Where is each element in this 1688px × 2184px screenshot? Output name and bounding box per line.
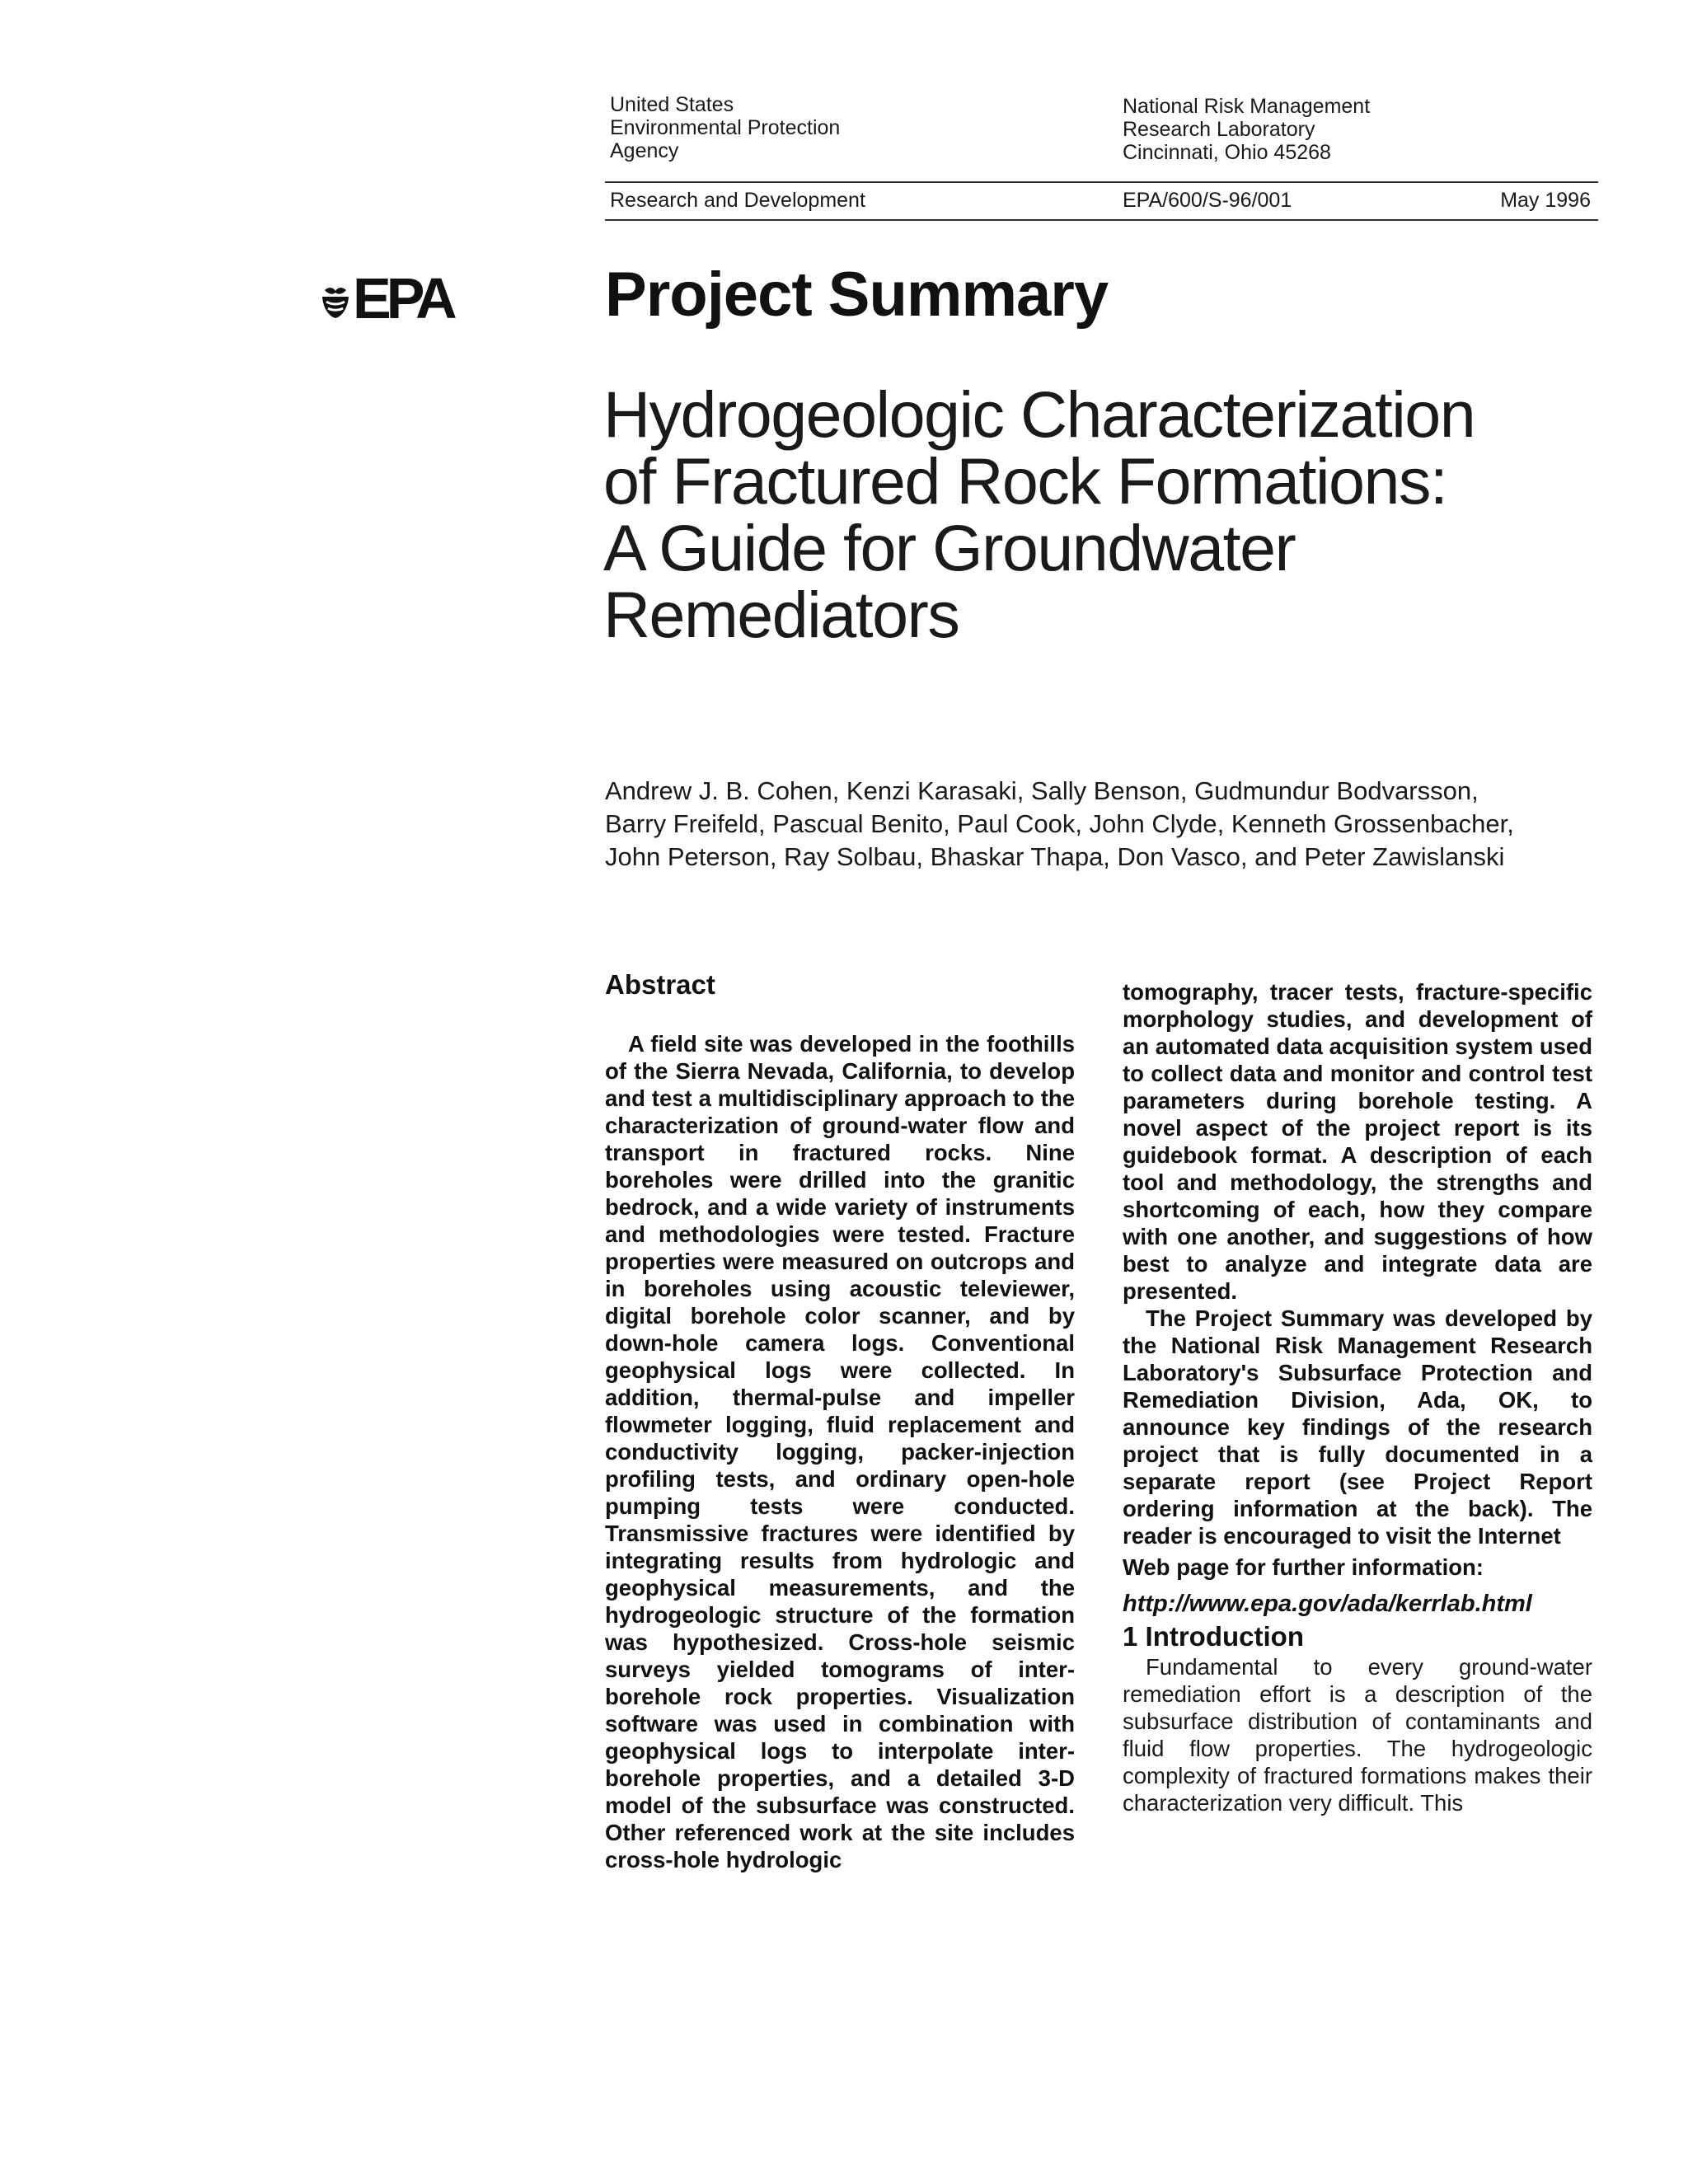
epa-logo bbox=[320, 265, 485, 323]
document-title bbox=[603, 377, 1551, 651]
introduction-paragraph: Fundamental to every ground-water remediation effort is a description of the subsurface distribution of contaminants and fluid flow properties. The hydrogeologic complexity of fractured formations makes their characterization very difficult. This bbox=[1123, 1654, 1592, 1816]
abstract-paragraph-1-continued: tomography, tracer tests, fracture-specific morphology studies, and development of an automated data acquisition system used to collect data and monitor and control test parameters during borehole testing. A novel aspect of the project report is its guidebook format. A description of each tool and methodology, the strengths and shortcoming of each, how they compare with one another, and suggestions of how best to analyze and integrate data are presented. bbox=[1123, 979, 1593, 1304]
author-line: Barry Freifeld, Pascual Benito, Paul Cook, John Clyde, Kenneth Grossenbacher, bbox=[605, 809, 1514, 838]
report-number: EPA/600/S-96/001 bbox=[1123, 189, 1292, 212]
title-line: of Fractured Rock Formations: bbox=[603, 444, 1447, 518]
abstract-paragraph-2: The Project Summary was developed by the National Risk Management Research Laboratory's Subsurface Protection and Remediation Division, Ada, OK, to announce key findings of the research project that is fully documented in a separate report (see Project Report ordering information at the back). The reader is encouraged to visit the Internet bbox=[1123, 1305, 1592, 1549]
author-line: Andrew J. B. Cohen, Kenzi Karasaki, Sally Benson, Gudmundur Bodvarsson, bbox=[605, 776, 1479, 805]
project-summary-label: Project Summary bbox=[605, 260, 1109, 330]
abstract-paragraph-1: A field site was developed in the foothills of the Sierra Nevada, California, to develop and test a multidisciplinary approach to the characterization of ground-water flow and transport in fractured rocks. Nine boreholes were drilled into the granitic bedrock, and a wide variety of instruments and methodologies were tested. Fracture properties were measured on outcrops and in boreholes using acoustic televiewer, digital borehole color scanner, and by down-hole camera logs. Conventional geophysical logs were collected. In addition, thermal-pulse and impeller flowmeter logging, fluid replacement and conductivity logging, packer-injection profiling tests, and ordinary open-hole pumping tests were conducted. Transmissive fractures were identified by integrating results from hydrologic and geophysical measurements, and the hydrogeologic structure of the formation was hypothesized. Cross-hole seismic surveys yielded tomograms of inter-borehole rock properties. Visualization software was used in combination with geophysical logs to interpolate inter-borehole properties, and a detailed 3-D model of the subsurface was constructed. Other referenced work at the site includes cross-hole hydrologic bbox=[605, 1031, 1075, 1872]
author-line: John Peterson, Ray Solbau, Bhaskar Thapa, Don Vasco, and Peter Zawislanski bbox=[605, 842, 1505, 871]
title-line: Remediators bbox=[603, 578, 959, 651]
lab-line: Cincinnati, Ohio 45268 bbox=[1123, 141, 1331, 164]
agency-line: United States bbox=[610, 93, 734, 116]
header-info-row bbox=[610, 189, 1591, 215]
author-list bbox=[605, 775, 1602, 874]
abstract-column-left bbox=[605, 1030, 1075, 1873]
kerrlab-url-link[interactable]: http://www.epa.gov/ada/kerrlab.html bbox=[1123, 1591, 1532, 1617]
introduction-heading: 1 Introduction bbox=[1123, 1621, 1304, 1652]
epa-flower-icon bbox=[322, 288, 349, 318]
title-line: Hydrogeologic Characterization bbox=[603, 377, 1475, 451]
agency-line: Agency bbox=[610, 139, 679, 162]
title-line: A Guide for Groundwater bbox=[603, 511, 1296, 584]
lab-address bbox=[1123, 95, 1370, 164]
abstract-column-right bbox=[1123, 978, 1592, 1816]
header-rule-bottom bbox=[605, 219, 1598, 221]
lab-line: National Risk Management bbox=[1123, 95, 1371, 118]
division-label: Research and Development bbox=[610, 189, 865, 212]
web-page-note: Web page for further information: bbox=[1123, 1554, 1484, 1580]
agency-name bbox=[610, 93, 840, 162]
header-rule-top bbox=[605, 181, 1598, 183]
publication-date: May 1996 bbox=[1500, 189, 1591, 212]
agency-line: Environmental Protection bbox=[610, 116, 841, 139]
lab-line: Research Laboratory bbox=[1123, 118, 1315, 141]
abstract-heading: Abstract bbox=[605, 969, 715, 1000]
epa-logo-text: EPA bbox=[353, 266, 452, 323]
